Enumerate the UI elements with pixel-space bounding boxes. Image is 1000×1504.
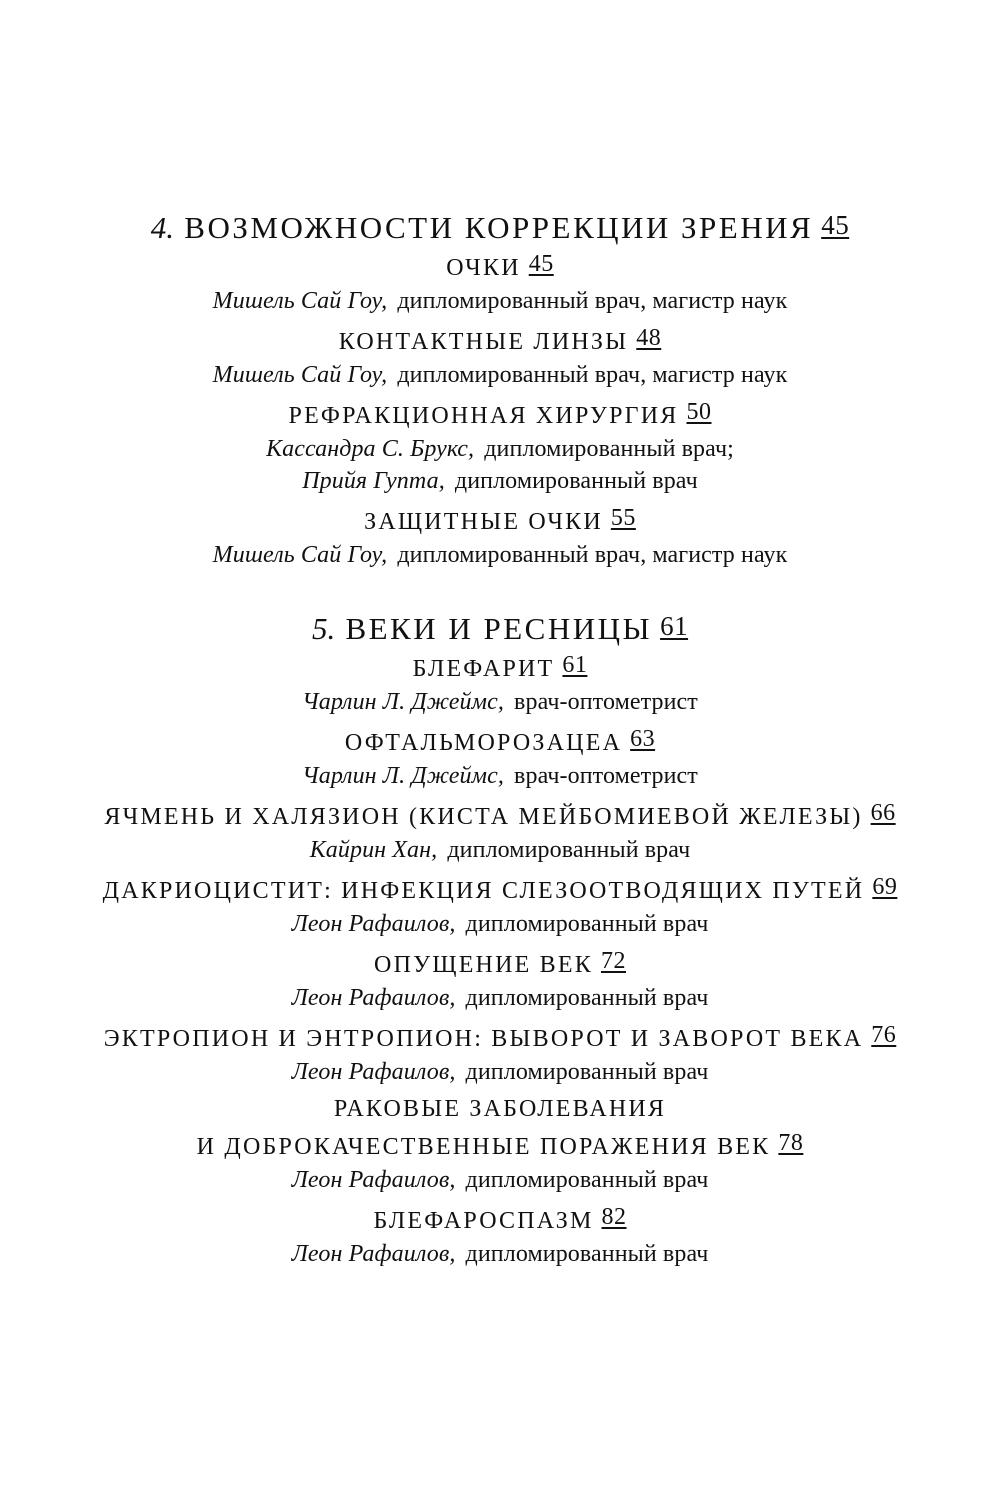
entry-title [0, 944, 1000, 982]
entry-title-text: БЛЕФАРИТ [412, 656, 555, 682]
author-credentials: дипломированный врач, магистр наук [397, 288, 788, 314]
author-name: Мишель Сай Гоу, [212, 288, 388, 314]
author-credentials: дипломированный врач [454, 468, 698, 494]
entry-page-link[interactable]: 45 [528, 251, 554, 277]
author-name: Леон Рафаилов, [291, 911, 456, 937]
entry-title-text: ОФТАЛЬМОРОЗАЦЕА [344, 730, 623, 756]
author-credentials: врач-оптометрист [514, 689, 698, 715]
entry-title [0, 1200, 1000, 1238]
author-name: Мишель Сай Гоу, [212, 362, 388, 388]
author-line [0, 686, 1000, 718]
author-line [0, 760, 1000, 792]
entry-title [0, 722, 1000, 760]
entry-title [0, 1092, 1000, 1164]
author-credentials: дипломированный врач; [484, 436, 734, 462]
entry-title [0, 247, 1000, 285]
entry-page-link[interactable]: 72 [600, 948, 626, 974]
author-credentials: дипломированный врач [447, 837, 691, 863]
chapter-5 [0, 607, 1000, 1270]
toc-entry [0, 501, 1000, 571]
chapter-heading [0, 607, 1000, 648]
toc-entry [0, 648, 1000, 718]
author-name: Кайрин Хан, [309, 837, 438, 863]
entry-page-link[interactable]: 78 [778, 1130, 804, 1156]
toc-entry [0, 1092, 1000, 1196]
toc-entry [0, 870, 1000, 940]
author-line [0, 285, 1000, 317]
entry-page-link[interactable]: 76 [871, 1022, 897, 1048]
entry-title [0, 1018, 1000, 1056]
entry-page-link[interactable]: 66 [870, 800, 896, 826]
author-name: Мишель Сай Гоу, [212, 542, 388, 568]
toc-entry [0, 395, 1000, 497]
entry-page-link[interactable]: 63 [630, 726, 656, 752]
entry-page-link[interactable]: 50 [686, 399, 712, 425]
entry-page-link[interactable]: 82 [601, 1204, 627, 1230]
entry-title-text: РЕФРАКЦИОННАЯ ХИРУРГИЯ [288, 403, 679, 429]
author-name: Чарлин Л. Джеймс, [302, 689, 504, 715]
author-credentials: дипломированный врач, магистр наук [397, 362, 788, 388]
entry-title-text: ЯЧМЕНЬ И ХАЛЯЗИОН (КИСТА МЕЙБОМИЕВОЙ ЖЕЛЕЗЫ) [104, 804, 863, 830]
entry-title [0, 870, 1000, 908]
entry-title-text: ЭКТРОПИОН И ЭНТРОПИОН: ВЫВОРОТ И ЗАВОРОТ ВЕКА [103, 1026, 864, 1052]
author-line [0, 1238, 1000, 1270]
author-name: Леон Рафаилов, [291, 1241, 456, 1267]
entry-page-link[interactable]: 69 [872, 874, 898, 900]
author-name: Прийя Гупта, [302, 468, 445, 494]
entry-title-text: ОЧКИ [446, 255, 521, 281]
author-credentials: дипломированный врач [465, 1167, 709, 1193]
table-of-contents [0, 206, 1000, 1274]
author-line [0, 359, 1000, 391]
entry-page-link[interactable]: 55 [610, 505, 636, 531]
author-line [0, 908, 1000, 940]
author-name: Леон Рафаилов, [291, 1059, 456, 1085]
author-name: Кассандра С. Брукс, [266, 436, 475, 462]
chapter-4 [0, 206, 1000, 571]
author-line [0, 539, 1000, 571]
toc-entry [0, 1018, 1000, 1088]
entry-title-text: ОПУЩЕНИЕ ВЕК [374, 952, 593, 978]
chapter-title: ВЕКИ И РЕСНИЦЫ [345, 611, 653, 646]
toc-entry [0, 944, 1000, 1014]
entry-title [0, 501, 1000, 539]
author-credentials: дипломированный врач [465, 985, 709, 1011]
entry-title [0, 395, 1000, 433]
author-line [0, 834, 1000, 866]
author-credentials: дипломированный врач [465, 1059, 709, 1085]
entry-title [0, 648, 1000, 686]
entry-title [0, 321, 1000, 359]
author-line [0, 1164, 1000, 1196]
author-name: Леон Рафаилов, [291, 985, 456, 1011]
entry-title [0, 796, 1000, 834]
entry-page-link[interactable]: 48 [636, 325, 662, 351]
author-name: Чарлин Л. Джеймс, [302, 763, 504, 789]
entry-title-text: ДАКРИОЦИСТИТ: ИНФЕКЦИЯ СЛЕЗООТВОДЯЩИХ ПУТЕЙ [102, 878, 865, 904]
toc-entry [0, 796, 1000, 866]
author-credentials: дипломированный врач, магистр наук [397, 542, 788, 568]
author-credentials: врач-оптометрист [514, 763, 698, 789]
chapter-page-link[interactable]: 45 [821, 210, 850, 240]
author-name: Леон Рафаилов, [291, 1167, 456, 1193]
author-credentials: дипломированный врач [465, 1241, 709, 1267]
toc-entry [0, 321, 1000, 391]
chapter-title: ВОЗМОЖНОСТИ КОРРЕКЦИИ ЗРЕНИЯ [184, 210, 814, 245]
chapter-page-link[interactable]: 61 [660, 611, 689, 641]
author-line [0, 465, 1000, 497]
entry-title-text: РАКОВЫЕ ЗАБОЛЕВАНИЯ [333, 1096, 667, 1122]
entry-title-text: БЛЕФАРОСПАЗМ [373, 1208, 594, 1234]
entry-title-text: КОНТАКТНЫЕ ЛИНЗЫ [338, 329, 629, 355]
entry-page-link[interactable]: 61 [562, 652, 588, 678]
author-credentials: дипломированный врач [465, 911, 709, 937]
toc-entry [0, 1200, 1000, 1270]
author-line [0, 982, 1000, 1014]
author-line [0, 433, 1000, 465]
toc-entry [0, 247, 1000, 317]
chapter-number: 4. [150, 210, 175, 245]
author-line [0, 1056, 1000, 1088]
entry-title-text: ЗАЩИТНЫЕ ОЧКИ [364, 509, 603, 535]
entry-title-text: И ДОБРОКАЧЕСТВЕННЫЕ ПОРАЖЕНИЯ ВЕК [196, 1134, 771, 1160]
chapter-heading [0, 206, 1000, 247]
chapter-number: 5. [311, 611, 336, 646]
toc-entry [0, 722, 1000, 792]
